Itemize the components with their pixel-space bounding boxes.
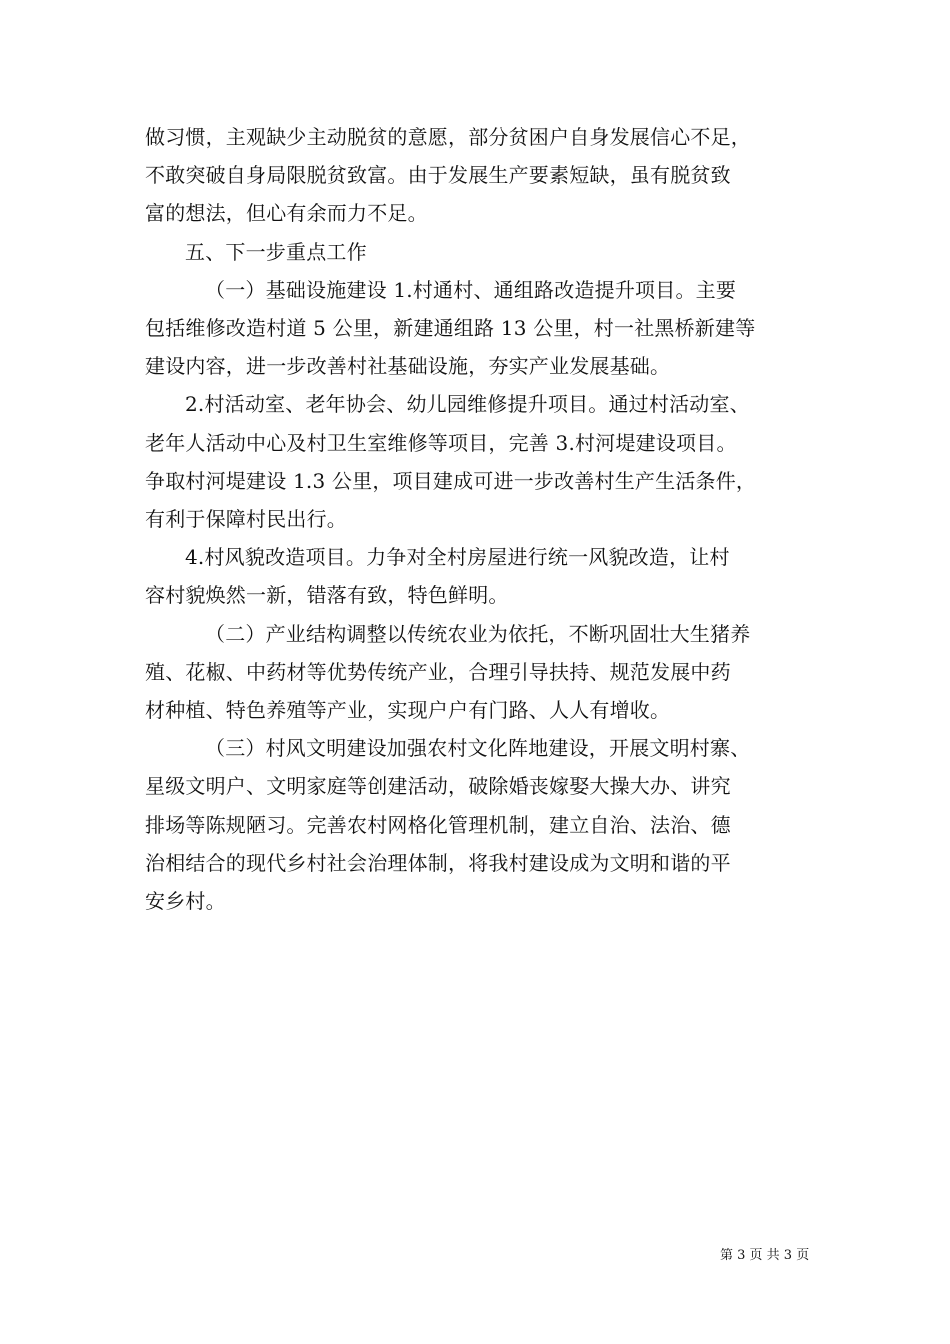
text-line: （三）村风文明建设加强农村文化阵地建设，开展文明村寨、 bbox=[205, 736, 751, 761]
text-line: 不敢突破自身局限脱贫致富。由于发展生产要素短缺，虽有脱贫致 bbox=[145, 163, 731, 188]
text-line: 建设内容，进一步改善村社基础设施，夯实产业发展基础。 bbox=[145, 354, 671, 379]
text-line: （二）产业结构调整以传统农业为依托，不断巩固壮大生猪养 bbox=[205, 621, 751, 646]
text-line: 富的想法，但心有余而力不足。 bbox=[145, 201, 428, 226]
text-line: 殖、花椒、中药材等优势传统产业，合理引导扶持、规范发展中药 bbox=[145, 659, 731, 684]
text-line: 有利于保障村民出行。 bbox=[145, 507, 347, 532]
text-line: 治相结合的现代乡村社会治理体制，将我村建设成为文明和谐的平 bbox=[145, 850, 731, 875]
text-line: 2.村活动室、老年协会、幼儿园维修提升项目。通过村活动室、 bbox=[185, 392, 750, 417]
section-heading: 五、下一步重点工作 bbox=[185, 239, 367, 264]
text-line: 星级文明户、文明家庭等创建活动，破除婚丧嫁娶大操大办、讲究 bbox=[145, 774, 731, 799]
text-line: 安乡村。 bbox=[145, 889, 226, 914]
page-number-footer: 第 3 页 共 3 页 bbox=[720, 1248, 810, 1263]
text-line: 容村貌焕然一新，错落有致，特色鲜明。 bbox=[145, 583, 509, 608]
text-line: （一）基础设施建设 1.村通村、通组路改造提升项目。主要 bbox=[205, 277, 737, 302]
text-line: 争取村河堤建设 1.3 公里，项目建成可进一步改善村生产生活条件， bbox=[145, 468, 757, 493]
text-line: 材种植、特色养殖等产业，实现户户有门路、人人有增收。 bbox=[145, 698, 671, 723]
document-body bbox=[145, 118, 810, 920]
text-line: 排场等陈规陋习。完善农村网格化管理机制，建立自治、法治、德 bbox=[145, 812, 731, 837]
text-line: 包括维修改造村道 5 公里，新建通组路 13 公里，村一社黑桥新建等 bbox=[145, 316, 756, 341]
text-line: 做习惯，主观缺少主动脱贫的意愿，部分贫困户自身发展信心不足， bbox=[145, 125, 751, 149]
text-line: 4.村风貌改造项目。力争对全村房屋进行统一风貌改造，让村 bbox=[185, 545, 730, 570]
text-line: 老年人活动中心及村卫生室维修等项目，完善 3.村河堤建设项目。 bbox=[145, 430, 737, 455]
